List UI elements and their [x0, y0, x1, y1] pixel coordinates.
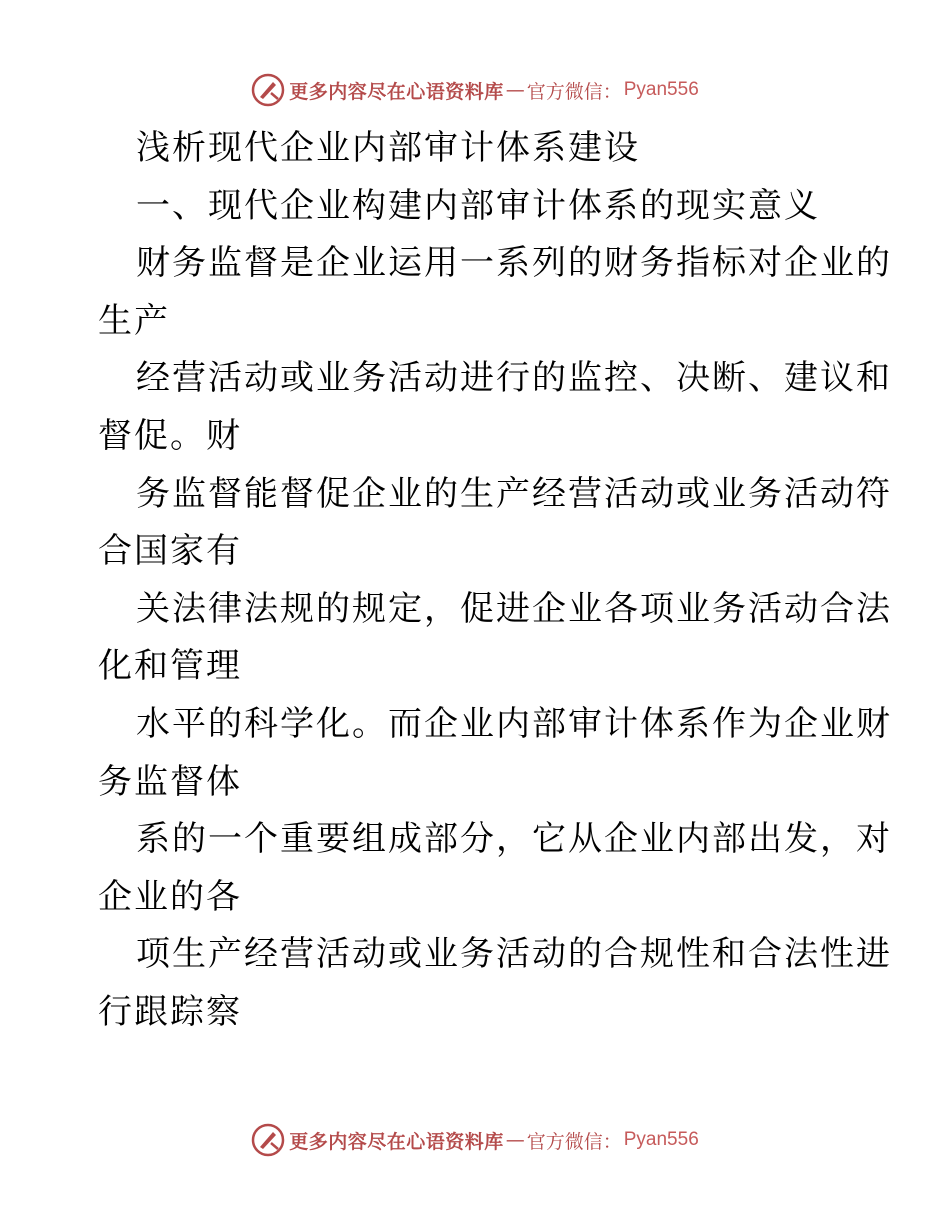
watermark-dash: — [505, 1129, 525, 1151]
paragraph-line: 企业的各 [98, 876, 242, 917]
watermark-dash: — [505, 79, 525, 101]
watermark-text: 更多内容尽在心语资料库 [289, 80, 504, 103]
paragraph-line: 项生产经营活动或业务活动的合规性和合法性进 [136, 934, 892, 975]
watermark-id: Pyan556 [623, 1129, 699, 1150]
watermark-label: 官方微信： [526, 1130, 622, 1153]
doc-title: 浅析现代企业内部审计体系建设 [136, 128, 640, 168]
paragraph-line: 系的一个重要组成部分，它从企业内部出发，对 [136, 819, 892, 860]
section-heading: 一、现代企业构建内部审计体系的现实意义 [136, 185, 820, 226]
paragraph-line: 财务监督是企业运用一系列的财务指标对企业的 [136, 243, 892, 284]
watermark-text: 更多内容尽在心语资料库 [289, 1130, 504, 1153]
header-watermark [0, 72, 950, 108]
paragraph-line: 化和管理 [98, 646, 242, 687]
paragraph-line: 合国家有 [98, 531, 242, 572]
watermark-id: Pyan556 [623, 79, 699, 100]
paragraph-line: 生产 [98, 300, 170, 341]
quill-logo-icon [251, 73, 285, 107]
document-body [98, 120, 892, 1042]
paragraph-line: 务监督能督促企业的生产经营活动或业务活动符 [136, 473, 892, 514]
paragraph-line: 行跟踪察 [98, 991, 242, 1032]
paragraph-line: 关法律法规的规定，促进企业各项业务活动合法 [136, 588, 892, 629]
paragraph-line: 督促。财 [98, 415, 242, 456]
paragraph-line: 经营活动或业务活动进行的监控、决断、建议和 [136, 358, 892, 399]
paragraph-line: 务监督体 [98, 761, 242, 802]
footer-watermark [0, 1122, 950, 1158]
watermark-label: 官方微信： [526, 80, 622, 103]
paragraph-line: 水平的科学化。而企业内部审计体系作为企业财 [136, 703, 892, 744]
quill-logo-icon [251, 1123, 285, 1157]
